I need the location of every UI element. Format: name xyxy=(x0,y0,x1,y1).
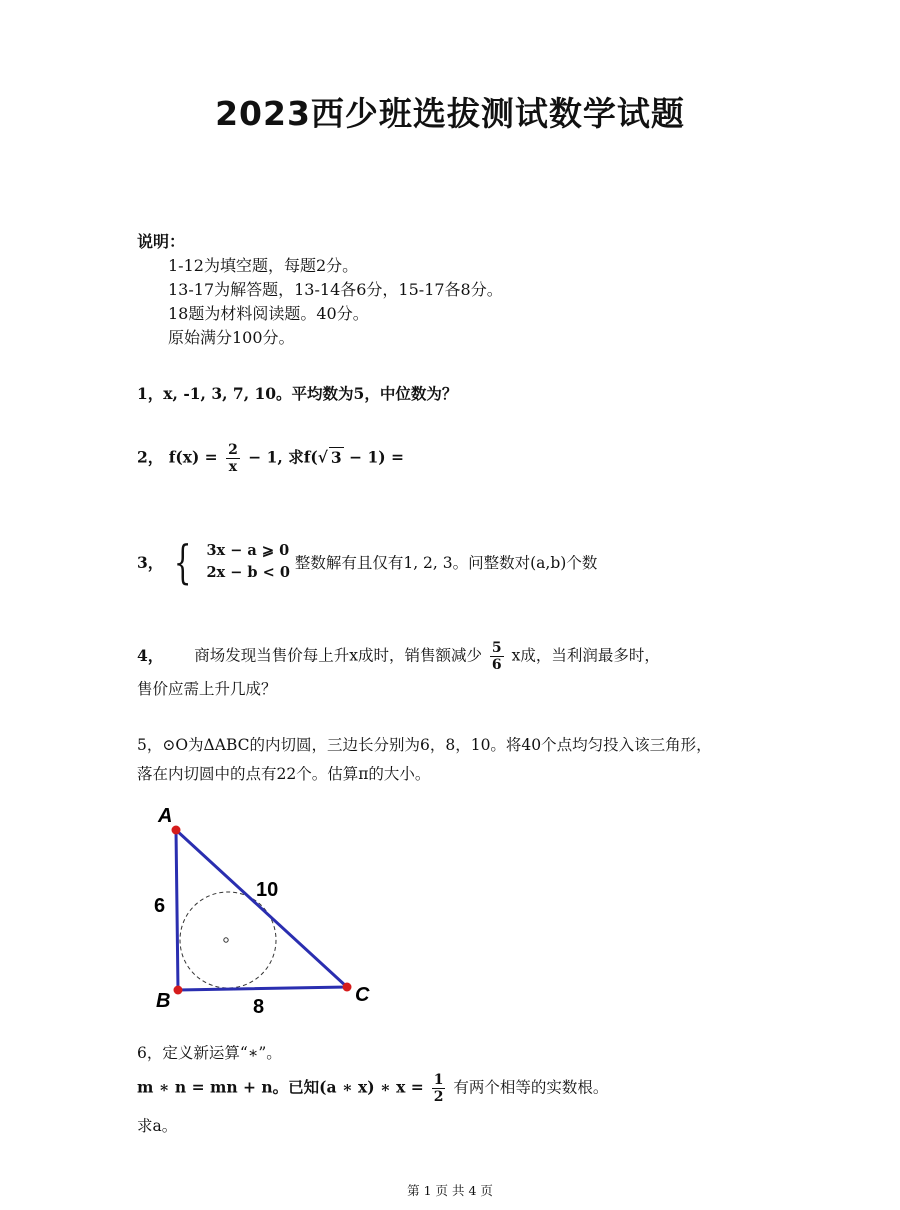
vertex-a-dot xyxy=(172,826,181,835)
q2-lhs: f(x) = xyxy=(168,447,218,467)
q2-tail: − 1) = xyxy=(343,447,404,467)
question-6-line-3: 求a。 xyxy=(137,1117,178,1135)
q3-number: 3， xyxy=(137,553,164,572)
q6-frac-num: 1 xyxy=(433,1072,444,1088)
q4-text-b: x成，当利润最多时， xyxy=(511,646,660,665)
q4-text-a: 商场发现当售价每上升x成时，销售额减少 xyxy=(194,646,482,665)
side-ab-label: 6 xyxy=(154,895,166,917)
incircle-center xyxy=(224,938,228,942)
vertex-c-label: C xyxy=(355,984,370,1006)
triangle-figure xyxy=(140,800,400,1020)
side-ac-label: 10 xyxy=(256,879,279,901)
question-2 xyxy=(137,442,404,475)
question-6-line-2 xyxy=(137,1072,608,1105)
notes-line-4: 原始满分100分。 xyxy=(168,328,295,347)
question-6-line-1: 6，定义新运算“∗”。 xyxy=(137,1044,282,1062)
question-4-line-2: 售价应需上升几成？ xyxy=(137,680,277,698)
q2-number: 2， xyxy=(137,447,164,467)
q6-text-a: m ∗ n = mn + n。已知(a ∗ x) ∗ x = xyxy=(137,1077,424,1097)
q6-fraction xyxy=(432,1072,446,1105)
brace-symbol: { xyxy=(174,535,192,589)
q4-number: 4， xyxy=(137,645,164,665)
question-1: 1，x, -1, 3, 7, 10。平均数为5，中位数为？ xyxy=(137,384,458,403)
q2-frac-den: x xyxy=(228,459,238,475)
page-footer: 第 1 页 共 4 页 xyxy=(407,1183,493,1198)
vertex-b-label: B xyxy=(156,990,171,1012)
notes-label: 说明： xyxy=(137,232,186,251)
question-4 xyxy=(137,640,660,673)
q4-frac-num: 5 xyxy=(491,640,502,656)
q4-frac-den: 6 xyxy=(491,657,502,673)
sqrt-symbol: √ xyxy=(317,447,328,467)
q2-fraction xyxy=(226,442,240,475)
question-3 xyxy=(137,535,598,589)
q2-frac-num: 2 xyxy=(228,442,238,458)
q6-frac-den: 2 xyxy=(433,1089,444,1105)
q3-eq-1: 3x − a ⩾ 0 xyxy=(206,542,290,559)
q6-text-b: 有两个相等的实数根。 xyxy=(453,1078,609,1097)
vertex-c-dot xyxy=(343,983,352,992)
notes-line-1: 1-12为填空题，每题2分。 xyxy=(168,256,359,275)
notes-line-2: 13-17为解答题，13-14各6分，15-17各8分。 xyxy=(168,280,503,299)
triangle-abc xyxy=(176,830,347,990)
q4-fraction xyxy=(490,640,504,673)
q3-text: 整数解有且仅有1, 2, 3。问整数对(a,b)个数 xyxy=(294,554,598,572)
q3-system xyxy=(206,540,289,584)
q3-eq-2: 2x − b < 0 xyxy=(206,564,290,581)
question-5-line-2: 落在内切圆中的点有22个。估算π的大小。 xyxy=(137,765,431,783)
vertex-a-label: A xyxy=(158,805,173,827)
notes-line-3: 18题为材料阅读题。40分。 xyxy=(168,304,369,323)
question-5-line-1: 5，⊙O为ΔABC的内切圆，三边长分别为6，8，10。将40个点均匀投入该三角形， xyxy=(137,736,712,754)
side-bc-label: 8 xyxy=(253,996,265,1018)
vertex-b-dot xyxy=(174,986,183,995)
q2-sqrt: 3 xyxy=(330,447,342,467)
page-title: 2023西少班选拔测试数学试题 xyxy=(215,94,685,133)
q2-rhs: − 1, 求f( xyxy=(248,447,318,467)
